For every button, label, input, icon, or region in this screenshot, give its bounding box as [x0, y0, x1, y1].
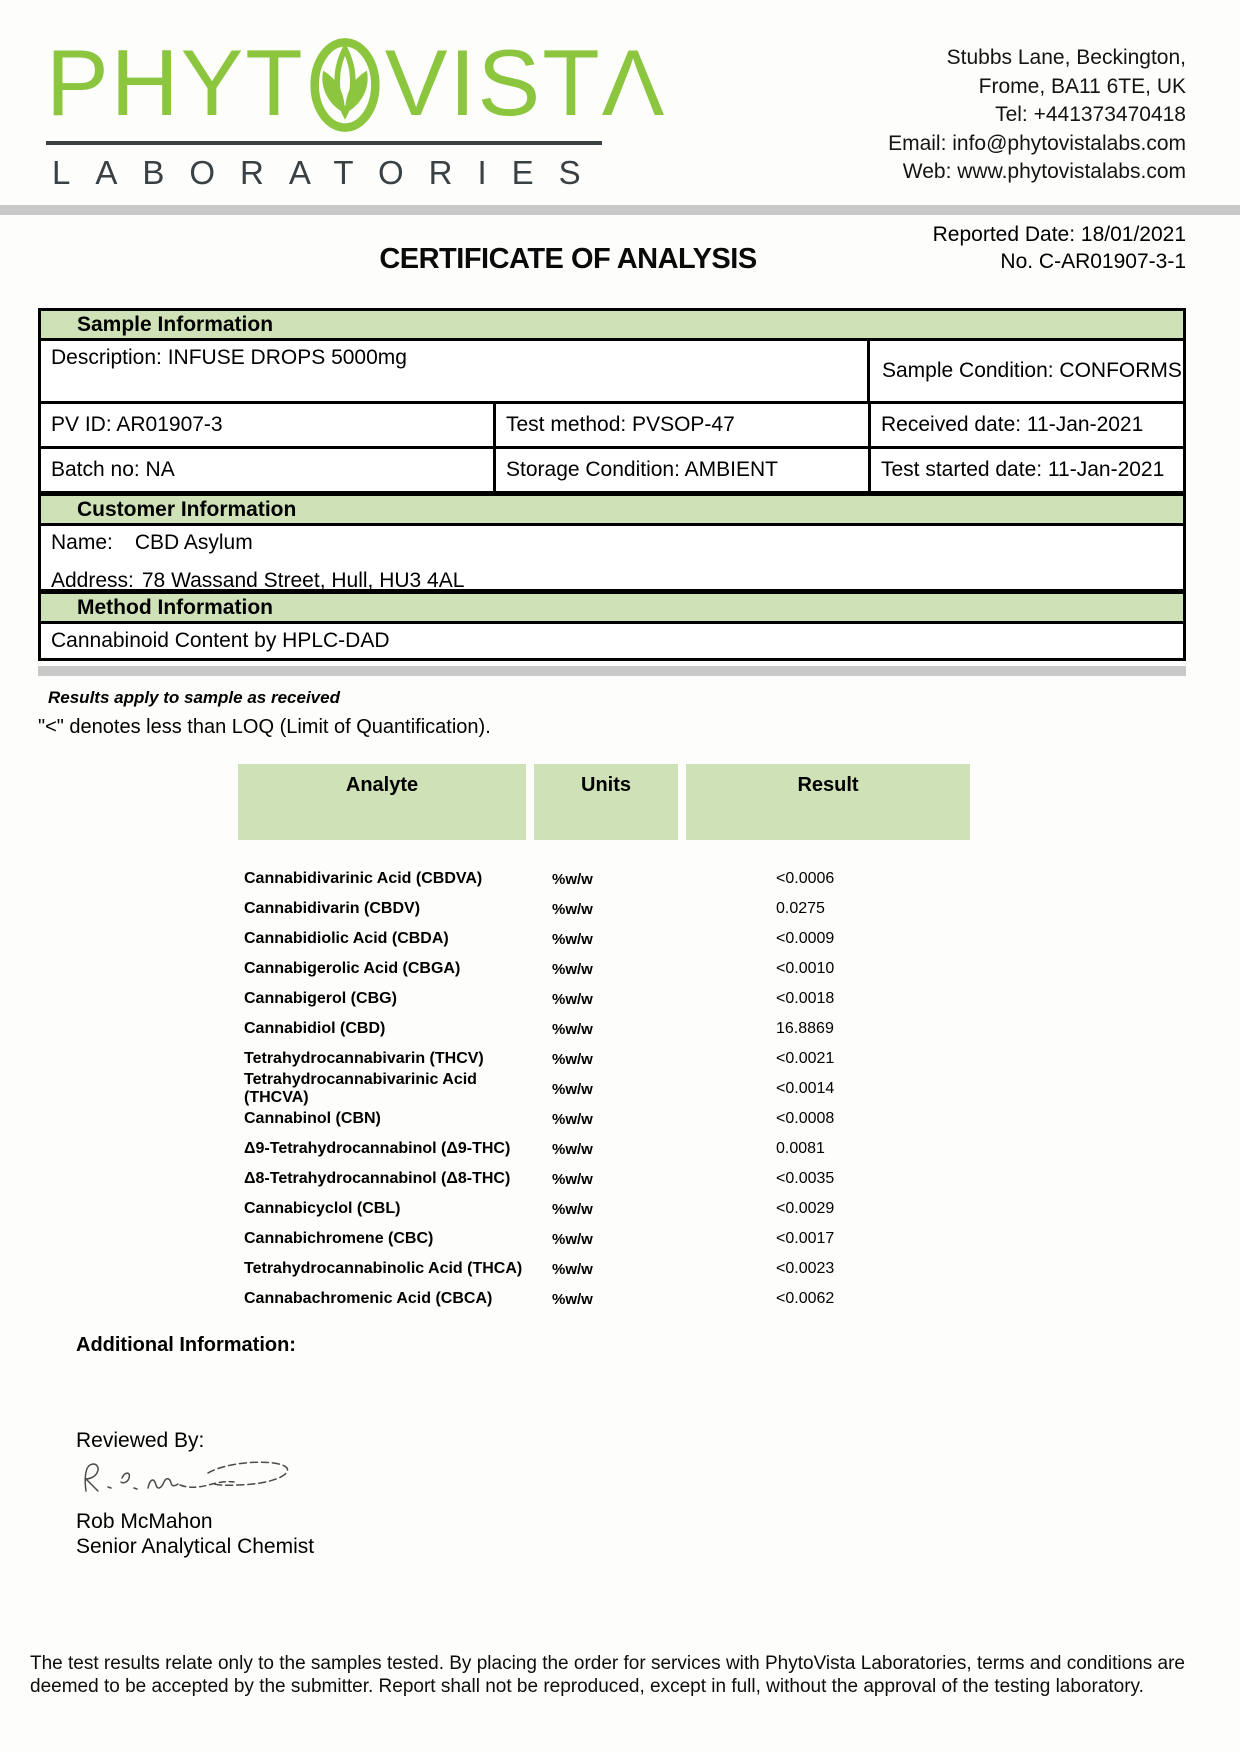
- signer-title: Senior Analytical Chemist: [76, 1535, 315, 1558]
- customer-address-value: 78 Wassand Street, Hull, HU3 4AL: [141, 569, 465, 592]
- units-cell: %w/w: [552, 960, 593, 978]
- units-cell: %w/w: [552, 1170, 593, 1188]
- analyte-cell: Cannabachromenic Acid (CBCA): [244, 1290, 493, 1307]
- table-row: [238, 1284, 970, 1314]
- units-cell: %w/w: [552, 930, 593, 948]
- units-cell: %w/w: [552, 870, 593, 888]
- page-title: CERTIFICATE OF ANALYSIS: [379, 243, 757, 275]
- analyte-cell: Δ9-Tetrahydrocannabinol (Δ9-THC): [244, 1140, 511, 1157]
- results-table: [238, 764, 970, 1314]
- contact-line: Frome, BA11 6TE, UK: [978, 74, 1186, 98]
- table-row: [238, 1254, 970, 1284]
- customer-name-line: [51, 531, 1183, 555]
- analyte-cell: Cannabidiol (CBD): [244, 1020, 386, 1037]
- analyte-cell: Cannabidiolic Acid (CBDA): [244, 930, 449, 947]
- analyte-cell: Cannabigerol (CBG): [244, 990, 397, 1007]
- customer-details: [41, 526, 1183, 592]
- result-cell: <0.0010: [776, 960, 835, 977]
- results-table-header: [238, 764, 970, 840]
- result-cell: <0.0029: [776, 1200, 835, 1217]
- logo-divider-line: [46, 141, 602, 145]
- batch-no: Batch no: NA: [41, 449, 496, 491]
- sample-description: Description: INFUSE DROPS 5000mg: [41, 341, 870, 401]
- result-cell: <0.0018: [776, 990, 835, 1007]
- units-cell: %w/w: [552, 1080, 593, 1098]
- test-started-date: Test started date: 11-Jan-2021: [881, 458, 1165, 481]
- results-body: [238, 864, 970, 1314]
- section-divider-bar: [38, 666, 1186, 676]
- analyte-cell: Cannabidivarinic Acid (CBDVA): [244, 870, 483, 887]
- contact-block: [888, 44, 1186, 187]
- logo-subtitle: LABORATORIES: [52, 154, 606, 191]
- footer-line: The test results relate only to the samples tested. By placing the order for services with PhytoVista Laboratories, terms and conditions are: [30, 1653, 1186, 1674]
- sample-row-1: [41, 404, 1183, 449]
- contact-line: Web: www.phytovistalabs.com: [902, 160, 1186, 183]
- report-number: No. C-AR01907-3-1: [1000, 250, 1186, 273]
- logo-wordmark: [46, 30, 667, 135]
- customer-address-label: Address:: [51, 569, 134, 592]
- section-header-sample-information: Sample Information: [41, 311, 1183, 341]
- contact-line: Tel: +441373470418: [995, 103, 1186, 126]
- customer-address-line: [51, 569, 1183, 593]
- signature-image: [76, 1457, 314, 1507]
- units-cell: %w/w: [552, 990, 593, 1008]
- method-description: Cannabinoid Content by HPLC-DAD: [51, 629, 390, 652]
- column-header-analyte: Analyte: [238, 764, 526, 840]
- footer-line: deemed to be accepted by the submitter. Report shall not be reproduced, except in full, without the approval of the testing laboratory.: [30, 1676, 1144, 1697]
- section-header-customer-information: Customer Information: [41, 494, 1183, 526]
- analyte-cell: Cannabichromene (CBC): [244, 1230, 434, 1247]
- result-cell: <0.0023: [776, 1260, 835, 1277]
- logo-text-right: VISTΛ: [384, 30, 667, 135]
- reviewed-by-label: Reviewed By:: [76, 1429, 205, 1452]
- table-row: [238, 1104, 970, 1134]
- result-cell: <0.0009: [776, 930, 835, 947]
- sample-row-2: [41, 449, 1183, 494]
- units-cell: %w/w: [552, 1050, 593, 1068]
- analyte-cell: Cannabidivarin (CBDV): [244, 900, 421, 917]
- analyte-cell: Tetrahydrocannabivarinic Acid (THCVA): [244, 1071, 477, 1106]
- info-table: [38, 308, 1186, 661]
- result-cell: 0.0275: [776, 900, 825, 917]
- sample-description-row: [41, 341, 1183, 404]
- units-cell: %w/w: [552, 1260, 593, 1278]
- contact-line: Stubbs Lane, Beckington,: [946, 46, 1186, 69]
- loq-note: "<" denotes less than LOQ (Limit of Quantification).: [38, 716, 491, 738]
- customer-name-value: CBD Asylum: [134, 531, 253, 554]
- analyte-cell: Tetrahydrocannabinolic Acid (THCA): [244, 1260, 523, 1277]
- signer-name: Rob McMahon: [76, 1510, 213, 1533]
- results-apply-note: Results apply to sample as received: [48, 688, 340, 707]
- table-row: [238, 1014, 970, 1044]
- analyte-cell: Cannabicyclol (CBL): [244, 1200, 401, 1217]
- units-cell: %w/w: [552, 1230, 593, 1248]
- footer-disclaimer: [30, 1652, 1225, 1698]
- table-row: [238, 894, 970, 924]
- result-cell: <0.0006: [776, 870, 835, 887]
- company-logo: [46, 30, 667, 192]
- units-cell: %w/w: [552, 1140, 593, 1158]
- header-divider-bar: [0, 205, 1240, 215]
- section-header-method-information: Method Information: [41, 592, 1183, 624]
- table-row: [238, 1224, 970, 1254]
- customer-name-label: Name:: [51, 531, 113, 554]
- logo-text-left: PHYT: [46, 30, 305, 135]
- table-row: [238, 1071, 970, 1106]
- table-row: [238, 1164, 970, 1194]
- table-row: [238, 924, 970, 954]
- contact-line: Email: info@phytovistalabs.com: [888, 131, 1186, 155]
- result-cell: 16.8869: [776, 1020, 834, 1037]
- units-cell: %w/w: [552, 1110, 593, 1128]
- table-row: [238, 864, 970, 894]
- units-cell: %w/w: [552, 1200, 593, 1218]
- column-header-units: Units: [534, 764, 678, 840]
- result-cell: 0.0081: [776, 1140, 825, 1157]
- units-cell: %w/w: [552, 900, 593, 918]
- pv-id: PV ID: AR01907-3: [41, 404, 496, 446]
- result-cell: <0.0035: [776, 1170, 835, 1187]
- result-cell: <0.0014: [776, 1080, 835, 1097]
- table-row: [238, 1134, 970, 1164]
- table-row: [238, 1044, 970, 1074]
- signature-block: [76, 1428, 314, 1559]
- additional-information-label: Additional Information:: [76, 1334, 296, 1356]
- leaf-icon: [309, 36, 381, 134]
- storage-condition: Storage Condition: AMBIENT: [496, 449, 871, 491]
- received-date: Received date: 11-Jan-2021: [881, 413, 1144, 436]
- table-row: [238, 954, 970, 984]
- report-meta: [933, 221, 1186, 275]
- result-cell: <0.0062: [776, 1290, 835, 1307]
- reported-date: Reported Date: 18/01/2021: [932, 223, 1186, 246]
- units-cell: %w/w: [552, 1020, 593, 1038]
- result-cell: <0.0021: [776, 1050, 835, 1067]
- sample-condition: Sample Condition: CONFORMS: [882, 359, 1182, 382]
- analyte-cell: Cannabigerolic Acid (CBGA): [244, 960, 461, 977]
- units-cell: %w/w: [552, 1290, 593, 1308]
- result-cell: <0.0008: [776, 1110, 835, 1127]
- analyte-cell: Cannabinol (CBN): [244, 1110, 381, 1127]
- analyte-cell: Tetrahydrocannabivarin (THCV): [244, 1050, 484, 1067]
- result-cell: <0.0017: [776, 1230, 835, 1247]
- analyte-cell: Δ8-Tetrahydrocannabinol (Δ8-THC): [244, 1170, 511, 1187]
- table-row: [238, 1194, 970, 1224]
- table-row: [238, 984, 970, 1014]
- test-method: Test method: PVSOP-47: [496, 404, 871, 446]
- column-header-result: Result: [686, 764, 970, 840]
